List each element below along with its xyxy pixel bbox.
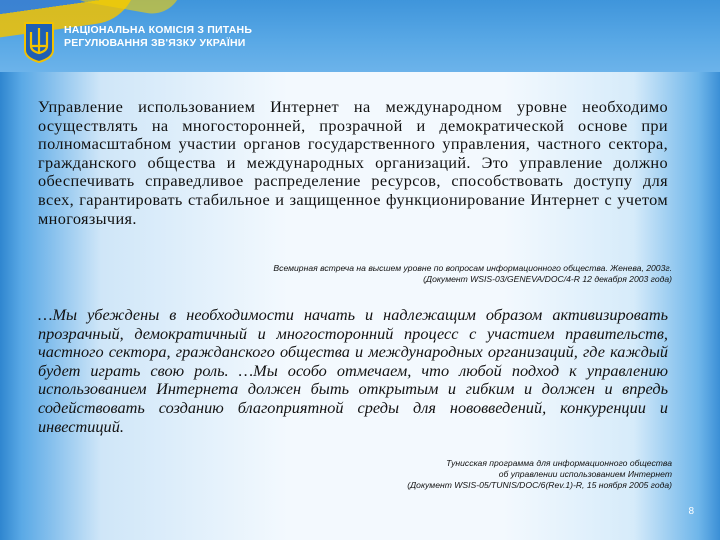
quote-geneva-text: Управление использованием Интернет на международном уровне необходимо осуществлять на многосторонней, прозрачной и демократической основе при полномасштабном участии органов государственного управления, частного сектора, гражданского общества и международных организаций. Это управление должно обеспечивать справедливое распределение ресурсов, способствовать доступу для всех, гарантировать стабильное и защищенное функционирование Интернет с учетом многоязычия. xyxy=(38,97,668,228)
quote-geneva-source xyxy=(273,263,672,285)
quote-tunis-source xyxy=(407,458,672,491)
slide-header xyxy=(0,0,720,72)
organization-name xyxy=(64,24,252,50)
tunis-source-line-3: (Документ WSIS-05/TUNIS/DOC/6(Rev.1)-R, 15 ноября 2005 года) xyxy=(407,480,672,490)
org-name-line-2: РЕГУЛЮВАННЯ ЗВ'ЯЗКУ УКРАЇНИ xyxy=(64,37,246,49)
org-name-line-1: НАЦІОНАЛЬНА КОМІСІЯ З ПИТАНЬ xyxy=(64,24,253,36)
geneva-source-line-1: Всемирная встреча на высшем уровне по вопросам информационного общества. Женева, 2003г. xyxy=(273,263,672,273)
tunis-source-line-2: об управлении использованием Интернет xyxy=(498,469,672,479)
tunis-source-line-1: Тунисская программа для информационного общества xyxy=(446,458,672,468)
quote-tunis-text: …Мы убеждены в необходимости начать и надлежащим образом активизировать прозрачный, демократичный и многосторонний процесс с участием правительств, частного сектора, гражданского общества и международных организаций, где каждый будет играть свою роль. …Мы особо отмечаем, что любой подход к управлению использованием Интернета должен быть открытым и гибким и должен и впредь содействовать созданию благоприятной среды для нововведений, конкуренции и инвестиций. xyxy=(38,305,668,436)
page-number: 8 xyxy=(688,506,694,517)
geneva-source-line-2: (Документ WSIS-03/GENEVA/DOC/4-R 12 декабря 2003 года) xyxy=(423,274,672,284)
trident-emblem-icon xyxy=(22,20,56,64)
